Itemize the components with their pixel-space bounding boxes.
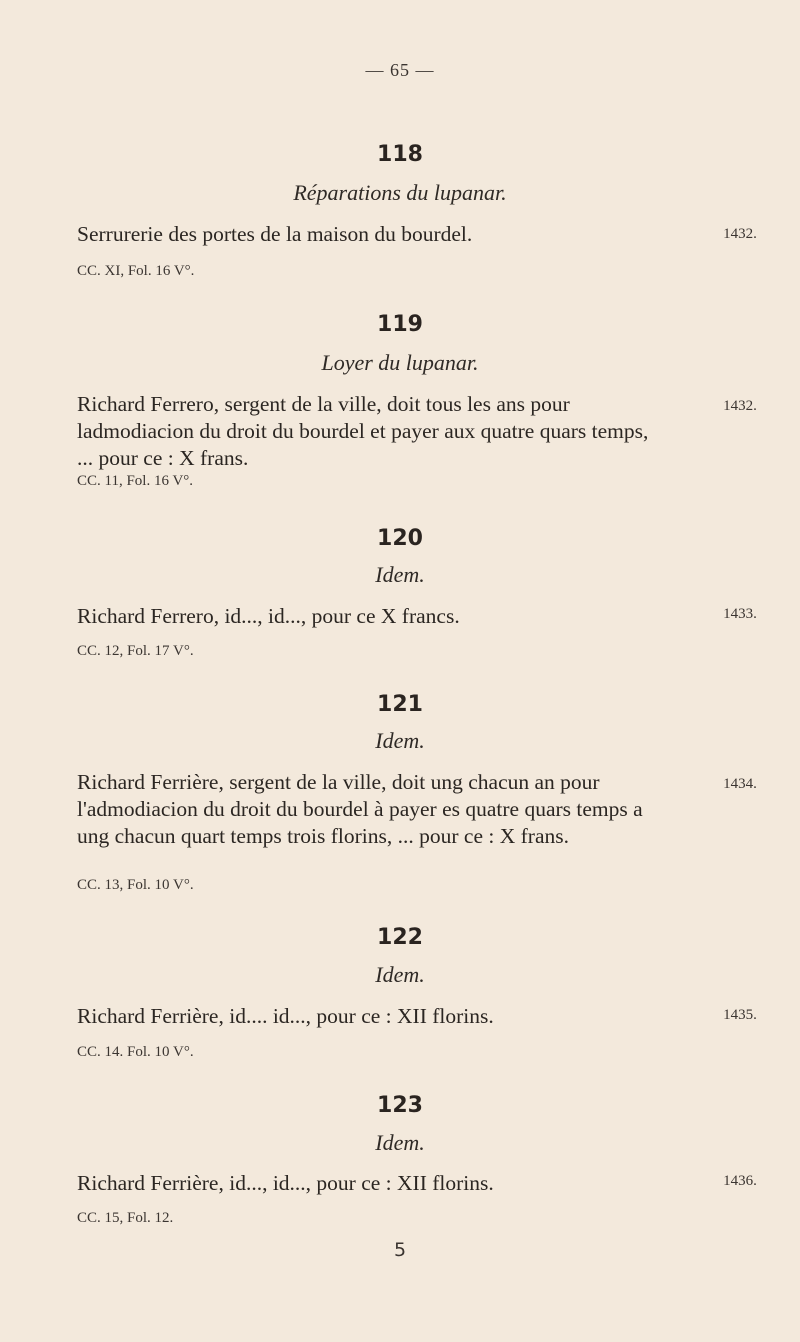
page-header: — 65 —: [365, 60, 435, 80]
entry-year: 1432.: [723, 398, 757, 414]
entry-year: 1435.: [723, 1007, 757, 1023]
entry-text: Richard Ferrero, sergent de la ville, doit tous les ans pour ladmodiacion du droit du bourdel et payer aux quatre quars temps, ... pour ce : X frans.: [77, 392, 649, 470]
entry-title: Idem.: [375, 962, 425, 987]
entry-reference: CC. 13, Fol. 10 V°.: [77, 877, 194, 893]
entry-title: Idem.: [375, 562, 425, 587]
entry-year: 1436.: [723, 1173, 757, 1189]
entry-number: 122: [377, 925, 423, 950]
entry-reference: CC. XI, Fol. 16 V°.: [77, 263, 195, 279]
entry-reference: CC. 14. Fol. 10 V°.: [77, 1044, 194, 1060]
entry-title: Loyer du lupanar.: [321, 350, 479, 375]
entry-title: Idem.: [375, 1130, 425, 1155]
entry-reference: CC. 15, Fol. 12.: [77, 1210, 174, 1226]
entry-number: 118: [377, 142, 423, 167]
entry-number: 119: [377, 312, 423, 337]
entry-text: Richard Ferrière, id..., id..., pour ce : XII florins.: [77, 1171, 494, 1195]
entry-title: Réparations du lupanar.: [293, 180, 507, 205]
entry-year: 1433.: [723, 606, 757, 622]
entry-title: Idem.: [375, 728, 425, 753]
entry-year: 1434.: [723, 776, 757, 792]
entry-number: 120: [377, 526, 423, 551]
entry-reference: CC. 12, Fol. 17 V°.: [77, 643, 194, 659]
signature-mark: 5: [393, 1239, 407, 1261]
entry-text: Richard Ferrière, id.... id..., pour ce : XII florins.: [77, 1004, 494, 1028]
entry-text: Serrurerie des portes de la maison du bourdel.: [77, 222, 473, 246]
entry-number: 121: [377, 692, 423, 717]
entry-reference: CC. 11, Fol. 16 V°.: [77, 473, 194, 489]
entry-text: Richard Ferrero, id..., id..., pour ce X francs.: [77, 604, 460, 628]
entry-text: Richard Ferrière, sergent de la ville, doit ung chacun an pour l'admodiacion du droit du bourdel à payer es quatre quars temps a ung chacun quart temps trois florins, ... pour ce : X frans.: [77, 770, 643, 848]
entry-number: 123: [377, 1093, 423, 1118]
entry-year: 1432.: [723, 226, 757, 242]
